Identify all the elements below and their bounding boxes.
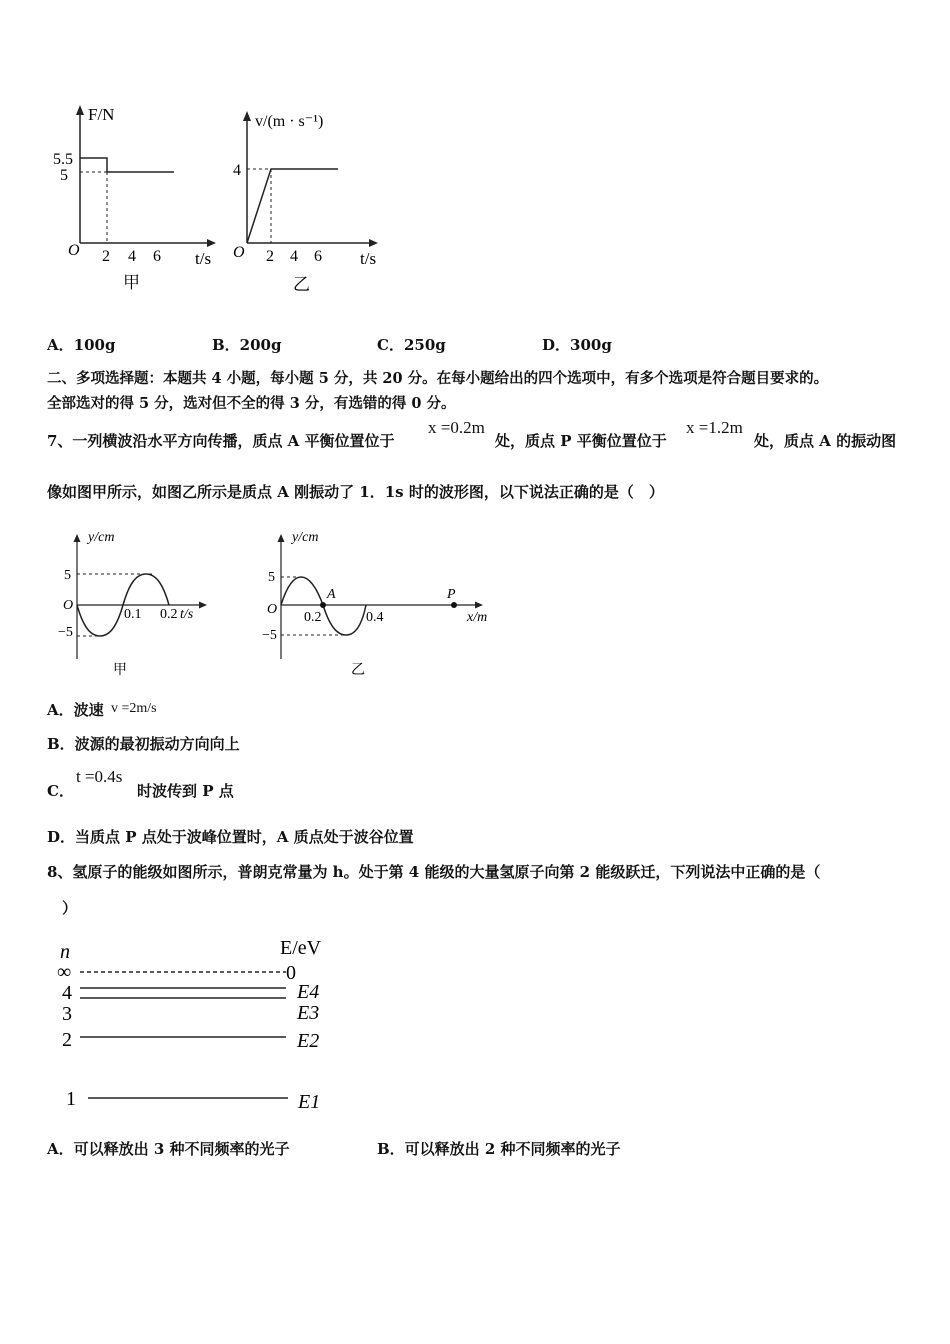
x-axis-arrow [369, 239, 378, 247]
point-p-dot [451, 602, 457, 608]
wave-graph [258, 524, 508, 684]
y-tick-5: 5 [64, 568, 71, 583]
section2-line1: 二、多项选择题：本题共 4 小题，每小题 5 分，共 20 分。在每小题给出的四个选项中，有多个选项是符合题目要求的。 [47, 370, 829, 387]
q7-option-b: B．波源的最初振动方向向上 [47, 735, 240, 753]
level-n-3: 3 [62, 1003, 72, 1025]
y-axis-label: y/cm [292, 530, 319, 545]
q8-text-line1: 8、氢原子的能级如图所示，普朗克常量为 h。处于第 4 能级的大量氢原子向第 2 能级跃迁，下列说法中正确的是（ [47, 863, 821, 881]
y-tick-5: 5 [268, 570, 275, 585]
x-axis-label: t/s [360, 249, 377, 268]
level-e-1: E1 [298, 1091, 321, 1113]
q8-option-a: A．可以释放出 3 种不同频率的光子 [47, 1140, 290, 1158]
q6-option-c: C．250g [377, 336, 446, 354]
y-tick-4: 4 [233, 162, 241, 179]
level-e-4: E4 [297, 981, 320, 1003]
y-axis-label: F/N [88, 105, 115, 124]
origin-label: O [68, 242, 80, 259]
level-n-4: 4 [62, 982, 72, 1004]
x-axis-label: t/s [180, 607, 194, 622]
x-tick-2: 2 [102, 248, 110, 265]
energy-axis-label: E/eV [280, 937, 322, 959]
x-axis-label: x/m [467, 610, 488, 625]
origin-label: O [233, 244, 245, 261]
x-tick-4: 4 [290, 248, 298, 265]
y-axis-arrow [74, 534, 81, 542]
q7-text-part2: 处，质点 P 平衡位置位于 [495, 432, 667, 450]
q7-formula-xp: x =1.2m [686, 418, 743, 437]
x-tick-0-1: 0.1 [124, 607, 142, 622]
x-axis-label: t/s [195, 249, 212, 268]
origin-label: O [63, 598, 74, 613]
x-tick-0-4: 0.4 [366, 610, 384, 625]
q7-text-part3: 处，质点 A 的振动图 [754, 432, 897, 450]
q7-text-line2: 像如图甲所示，如图乙所示是质点 A 刚振动了 1．1s 时的波形图，以下说法正确的是（ ） [47, 483, 664, 501]
x-tick-4: 4 [128, 248, 136, 265]
level-e-2: E2 [297, 1030, 320, 1052]
y-tick-5-5: 5.5 [53, 151, 73, 168]
q7-option-d: D．当质点 P 点处于波峰位置时，A 质点处于波谷位置 [47, 828, 414, 846]
velocity-time-graph [225, 100, 400, 300]
q6-option-d: D．300g [542, 336, 612, 354]
vibration-graph [52, 524, 217, 684]
x-axis-arrow [199, 602, 207, 609]
y-axis-arrow [243, 111, 251, 121]
x-tick-0-2: 0.2 [160, 607, 178, 622]
q7-option-a-formula: v =2m/s [111, 701, 157, 716]
force-time-graph [50, 100, 230, 300]
level-n-infinity: ∞ [57, 961, 72, 983]
y-axis-arrow [278, 534, 285, 542]
y-axis-label: v/(m · s⁻¹) [255, 113, 324, 130]
energy-level-diagram [50, 930, 350, 1120]
q7-option-c-formula: t =0.4s [76, 767, 123, 786]
q7-option-c-label: C． [47, 782, 74, 800]
q7-option-c-text: 时波传到 P 点 [137, 782, 234, 800]
x-tick-6: 6 [153, 248, 161, 265]
x-axis-arrow [207, 239, 216, 247]
q8-text-line2: ） [62, 899, 78, 917]
point-p-label: P [447, 587, 456, 602]
q7-option-a-label: A．波速 [47, 701, 104, 719]
x-tick-0-2: 0.2 [304, 610, 322, 625]
caption-yi: 乙 [293, 275, 310, 294]
q7-formula-xa: x =0.2m [428, 418, 485, 437]
caption-jia: 甲 [113, 663, 127, 678]
y-axis-label: y/cm [88, 530, 115, 545]
y-tick-minus5: −5 [262, 628, 277, 643]
y-tick-5: 5 [60, 167, 68, 184]
q8-option-b: B．可以释放出 2 种不同频率的光子 [377, 1140, 621, 1158]
x-axis-arrow [475, 602, 483, 609]
n-axis-label: n [60, 941, 70, 963]
caption-yi: 乙 [351, 663, 365, 678]
x-tick-2: 2 [266, 248, 274, 265]
level-e-0: 0 [286, 962, 296, 984]
y-tick-minus5: −5 [58, 625, 73, 640]
level-n-2: 2 [62, 1029, 72, 1051]
y-axis-arrow [76, 105, 84, 115]
force-curve [80, 158, 174, 172]
level-n-1: 1 [66, 1088, 76, 1110]
velocity-curve [247, 169, 338, 243]
x-tick-6: 6 [314, 248, 322, 265]
caption-jia: 甲 [123, 273, 140, 292]
q6-option-a: A．100g [47, 336, 116, 354]
origin-label: O [267, 602, 278, 617]
point-a-label: A [327, 587, 336, 602]
q6-option-b: B．200g [212, 336, 282, 354]
q7-text-part1: 7、一列横波沿水平方向传播，质点 A 平衡位置位于 [47, 432, 395, 450]
section2-line2: 全部选对的得 5 分，选对但不全的得 3 分，有选错的得 0 分。 [47, 395, 456, 412]
level-e-3: E3 [297, 1002, 320, 1024]
point-a-dot [320, 602, 326, 608]
